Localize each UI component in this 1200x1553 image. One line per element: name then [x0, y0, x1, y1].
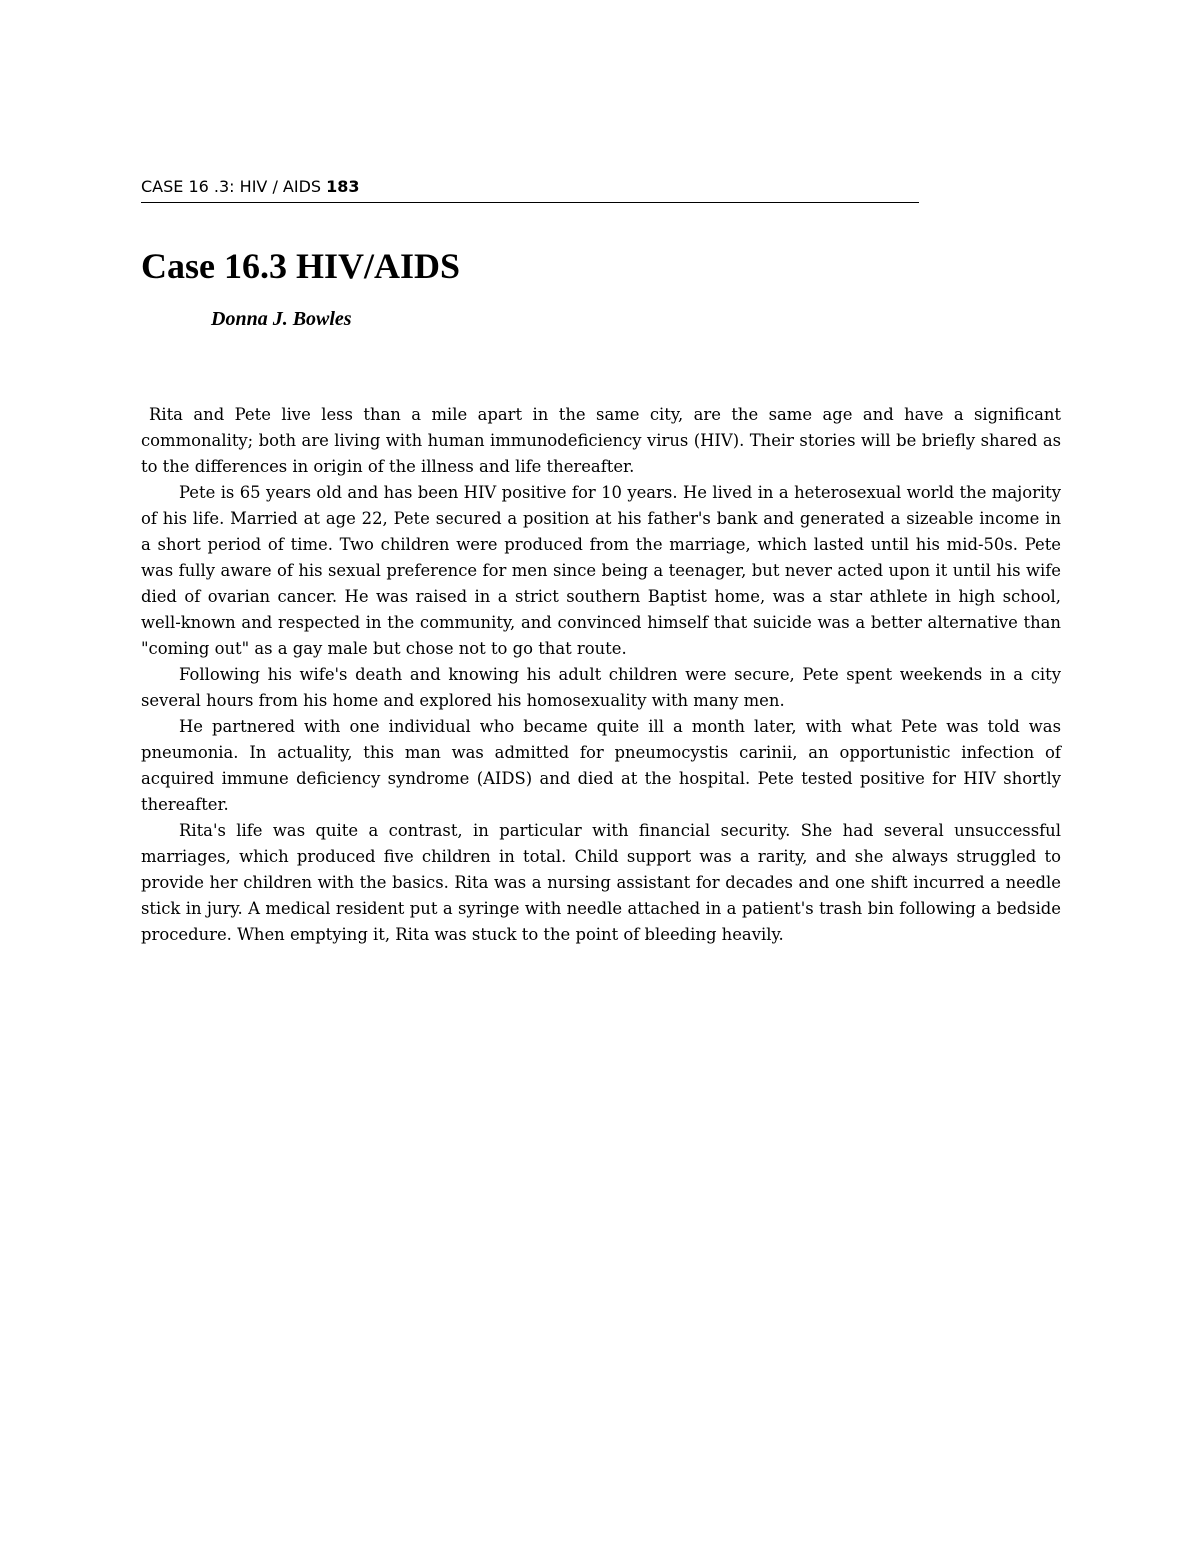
paragraph: Pete is 65 years old and has been HIV positive for 10 years. He lived in a heterosexual world the majority of his life. Married at age 22, Pete secured a position at his father's bank and generated a sizeable income in a short period of time. Two children were produced from the marriage, which lasted until his mid-50s. Pete was fully aware of his sexual preference for men since being a teenager, but never acted upon it until his wife died of ovarian cancer. He was raised in a strict southern Baptist home, was a star athlete in high school, well-known and respected in the community, and convinced himself that suicide was a better alternative than "coming out" as a gay male but chose not to go that route. — [141, 483, 1061, 658]
paragraph: Rita and Pete live less than a mile apart in the same city, are the same age and have a significant commonality; both are living with human immunodeficiency virus (HIV). Their stories will be briefly shared as to the differences in origin of the illness and life thereafter. — [141, 405, 1061, 476]
page-number: 183 — [326, 177, 360, 196]
body-text — [141, 402, 1061, 948]
running-header — [141, 176, 919, 203]
case-title: Case 16.3 HIV/AIDS — [141, 246, 461, 286]
paragraph: Following his wife's death and knowing his adult children were secure, Pete spent weekends in a city several hours from his home and explored his homosexuality with many men. — [141, 665, 1061, 710]
running-header-title: CASE 16 .3: HIV / AIDS — [141, 177, 327, 196]
paragraph: He partnered with one individual who became quite ill a month later, with what Pete was told was pneumonia. In actuality, this man was admitted for pneumocystis carinii, an opportunistic infection of acquired immune deficiency syndrome (AIDS) and died at the hospital. Pete tested positive for HIV shortly thereafter. — [141, 717, 1061, 814]
paragraph: Rita's life was quite a contrast, in particular with financial security. She had several unsuccessful marriages, which produced five children in total. Child support was a rarity, and she always struggled to provide her children with the basics. Rita was a nursing assistant for decades and one shift incurred a needle stick in jury. A medical resident put a syringe with needle attached in a patient's trash bin following a bedside procedure. When emptying it, Rita was stuck to the point of bleeding heavily. — [141, 821, 1061, 944]
author-name: Donna J. Bowles — [211, 308, 352, 330]
